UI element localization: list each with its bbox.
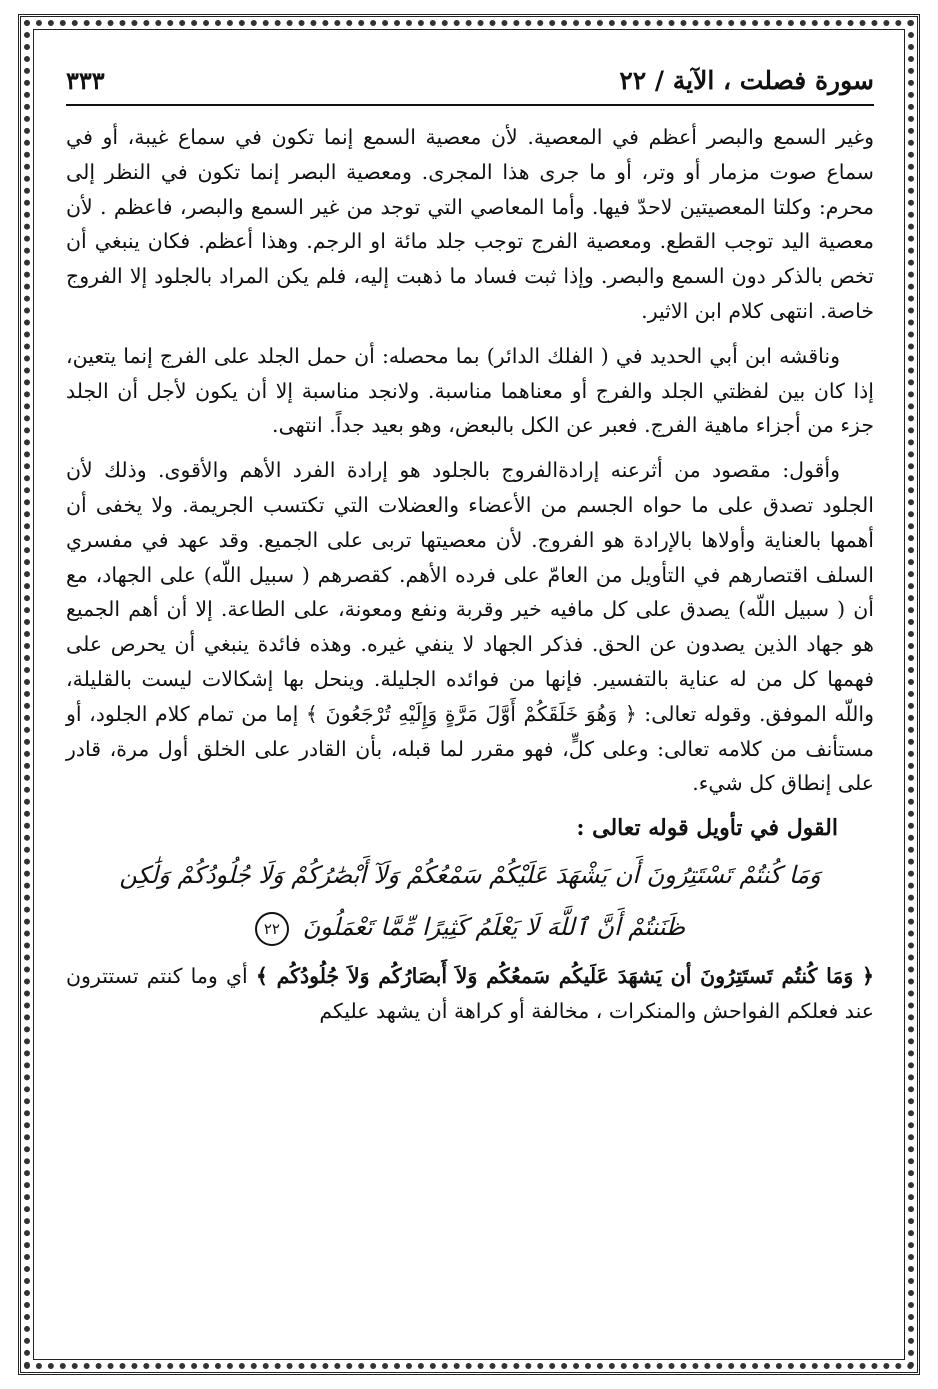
verse-line-2-text: ظَنَنتُمْ أَنَّ ٱللَّهَ لَا يَعْلَمُ كَثِيرًا مِّمَّا تَعْمَلُونَ	[302, 913, 686, 942]
ayah-number-marker: ٢٢	[255, 912, 289, 946]
page-header	[66, 60, 874, 106]
verse-line-1: وَمَا كُنتُمْ تَسْتَتِرُونَ أَن يَشْهَدَ عَلَيْكُمْ سَمْعُكُمْ وَلَآ أَبْصَٰرُكُمْ وَلَا جُلُودُكُمْ وَلَٰكِن	[119, 861, 821, 890]
quran-verse	[66, 849, 874, 953]
paragraph-2: وناقشه ابن أبي الحديد في ( الفلك الدائر) بما محصله: أن حمل الجلد على الفرج إنما يتعين، إذا كان بين لفظتي الجلد والفرج أو معناهما مناسبة. ولانجد مناسبة إلا أن يكون لأجل أن الجلد جزء من أجزاء ماهية الفرج. فعبر عن الكل بالبعض، وهو بعيد جداً. انتهى.	[66, 343, 874, 438]
final-text: أي وما كنتم تستترون عند فعلكم الفواحش والمنكرات ، مخالفة أو كراهة أن يشهد عليكم	[66, 964, 874, 1023]
paragraph-1: وغير السمع والبصر أعظم في المعصية. لأن معصية السمع إنما تكون في سماع غيبة، أو في سماع صوت مزمار أو وتر، أو ما جرى هذا المجرى. ومعصية البصر إنما تكون في النظر إلى محرم: وكلتا المعصيتين لاحدّ فيها. وأما المعاصي التي توجد من غير السمع والبصر، فاعظم . لأن معصية اليد توجب القطع. ومعصية الفرج توجب جلد مائة او الرجم. وهذا أعظم. فكان ينبغي أن تخص بالذكر دون السمع والبصر. وإذا ثبت فساد ما ذهبت إليه، فلم يكن المراد بالجلود إلا الفروج خاصة. انتهى كلام ابن الاثير.	[66, 125, 874, 323]
page	[66, 60, 874, 1350]
verse-quote: ﴿ وَمَا كُنتُم تَستَتِرُونَ أن يَشهَدَ عَلَيكُم سَمعُكُم وَلاَ أَبصَارُكُم وَلاَ جُلُودُكُم ﴾	[255, 964, 874, 989]
section-heading: القول في تأويل قوله تعالى :	[576, 815, 838, 842]
running-title: سورة فصلت ، الآية / ٢٢	[619, 66, 874, 95]
verse-line-2	[66, 901, 874, 953]
paragraph-final	[66, 959, 874, 1029]
page-body	[66, 120, 874, 1029]
paragraph-3: وأقول: مقصود من أثرعنه إرادةالفروج بالجلود هو إرادة الفرد الأهم والأقوى. وذلك لأن الجلود تصدق على ما حواه الجسم من الأعضاء والعضلات التي تكتسب الجريمة. ولا يخفى أن أهمها بالعناية وأولاها بالإرادة هو الفروج. لأن معصيتها تربى على الجميع. وقد عهد في مفسري السلف اقتصارهم في التأويل من العامّ على فرده الأهم. كقصرهم ( سبيل اللّه) على الجهاد، مع أن ( سبيل اللّه) يصدق على كل مافيه خير وقربة ونفع ومعونة، على الطاعة. إلا أن أهم الجميع هو جهاد الذين يصدون عن الحق. فذكر الجهاد لا ينفي غيره. وهذه فائدة ينبغي أن يحرص على فهمها كل من له عناية بالتفسير. فإنها من فوائده الجليلة. وينحل بها إشكالات ليست بالقليلة، واللّه الموفق. وقوله تعالى: ﴿ وَهُوَ خَلَقَكُمْ أَوَّلَ مَرَّةٍ وَإِلَيْهِ تُرْجَعُونَ ﴾ إما من تمام كلام الجلود، أو مستأنف من كلامه تعالى: وعلى كلٍّ، فهو مقرر لما قبله، بأن القادر على الخلق أول مرة، قادر على إنطاق كل شيء.	[66, 458, 874, 796]
page-number: ٣٣٣	[66, 66, 105, 95]
